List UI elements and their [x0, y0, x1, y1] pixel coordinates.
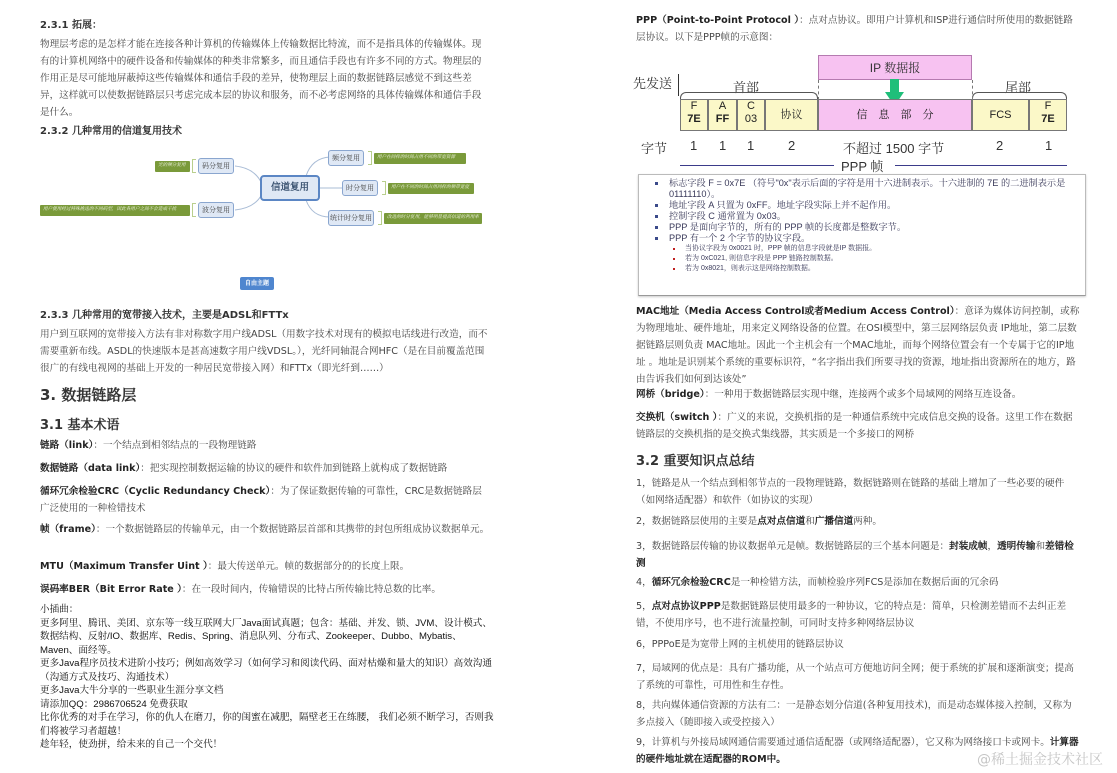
send-first-label: 先发送	[633, 76, 673, 91]
ppp-intro: PPP（Point-to-Point Protocol ）：点对点协议。即用户计算机和ISP进行通信时所使用的数据链路层协议。以下是PPP帧的示意图：	[636, 15, 1073, 43]
mindmap-node-time-division: 时分复用	[342, 180, 378, 196]
heading-2-3-1: 2.3.1 拓展：	[40, 20, 102, 31]
page-gutter	[530, 0, 598, 773]
dashed-guide	[818, 80, 819, 100]
dashed-guide	[972, 80, 973, 100]
ppp-note: PPP 是面向字节的，所有的 PPP 帧的长度都是整数字节。	[649, 222, 1085, 233]
field-flag-end: F 7E	[1029, 99, 1067, 131]
point-7: 7，局域网的优点是：具有广播功能，从一个站点可方便地访问全网；便于系统的扩展和逐渐演变；提高了系统的可靠性，可用性和生存性。	[636, 663, 1074, 691]
term-switch: 交换机（switch ）：广义的来说，交换机指的是一种通信系统中完成信息交换的设备。这里工作在数据链路层的交换机指的是交换式集线器，其实质是一个多接口的网桥	[636, 412, 1073, 440]
field-information: 信 息 部 分	[818, 99, 972, 131]
bytes-protocol: 2	[788, 138, 796, 153]
ppp-note: PPP 有一个 2 个字节的协议字段。	[649, 233, 1085, 244]
watermark: @稀土掘金技术社区	[977, 752, 1103, 768]
heading-2-3-3: 2.3.3 几种常用的宽带接入技术，主要是ADSL和FTTx	[40, 310, 289, 321]
mindmap-leaf-frequency-division: 用户在同样的时间占用不同的带宽资源	[374, 153, 466, 164]
bytes-information: 不超过 1500 字节	[843, 141, 945, 156]
trailer-label: 尾部	[1005, 80, 1032, 95]
field-fcs: FCS	[972, 99, 1029, 131]
mindmap-brace	[192, 159, 196, 173]
channel-multiplexing-mindmap	[40, 140, 490, 290]
promo-line: 比你优秀的对手在学习，你的仇人在磨刀，你的闺蜜在减肥，隔壁老王在练腰， 我们必须不断学习，否则我们将被学习者超越！	[40, 712, 494, 737]
heading-2-3-2: 2.3.2 几种常用的信道复用技术	[40, 126, 182, 137]
mindmap-node-wave-division: 波分复用	[198, 202, 234, 218]
ppp-note: 控制字段 C 通常置为 0x03。	[649, 211, 1085, 222]
point-4: 4，循环冗余检验CRC是一种检错方法，而帧检验序列FCS是添加在数据后面的冗余码	[636, 577, 999, 588]
heading-3-2: 3.2 重要知识点总结	[636, 454, 755, 469]
term-data-link: 数据链路（data link）：把实现控制数据运输的协议的硬件和软件加到链路上就构成了数据链路	[40, 463, 448, 474]
point-5: 5，点对点协议PPP是数据链路层使用最多的一种协议，它的特点是：简单，只检测差错而不去纠正差错，不使用序号，也不进行流量控制，可同时支持多种网络层协议	[636, 601, 1067, 629]
heading-3-1: 3.1 基本术语	[40, 418, 120, 433]
ppp-subnote: 若为 0xC021, 则信息字段是 PPP 链路控制数据。	[649, 254, 1085, 264]
term-link: 链路（link）：一个结点到相邻结点的一段物理链路	[40, 440, 257, 451]
point-2: 2，数据链路层使用的主要是点对点信道和广播信道两种。	[636, 516, 882, 527]
promo-line: 更多Java大牛分享的一些职业生涯分享文档	[40, 685, 224, 696]
bytes-address: 1	[719, 138, 727, 153]
point-9: 9，计算机与外接局域网通信需要通过通信适配器（或网络适配器），它又称为网络接口卡或网卡。计算器的硬件地址就在适配器的ROM中。	[636, 737, 1079, 765]
mindmap-free-topic: 自由主题	[240, 277, 274, 290]
term-frame: 帧（frame）：一个数据链路层的传输单元，由一个数据链路层首部和其携带的封包所组成协议数据单元。	[40, 524, 490, 535]
ppp-note: 标志字段 F = 0x7E （符号"0x"表示后面的字符是用十六进制表示。十六进制的 7E 的二进制表示是 01111110）。	[649, 178, 1085, 200]
term-mtu: MTU（Maximum Transfer Uint ）：最大传送单元。帧的数据部分的的长度上限。	[40, 561, 410, 572]
point-6: 6，PPPoE是为宽带上网的主机使用的链路层协议	[636, 639, 844, 650]
left-page	[0, 0, 530, 773]
mindmap-leaf-statistical-tdm: 改进的时分复用，能够明显提高信道的利用率	[384, 213, 482, 224]
bytes-flag-end: 1	[1045, 138, 1053, 153]
promo-line: 小插曲：	[40, 604, 79, 615]
promo-line: 更多阿里、腾讯、美团、京东等一线互联网大厂Java面试真题；包含：基础、并发、锁、JVM、设计模式、数据结构、反射/IO、数据库、Redis、Spring、消息队列、分布式、Zookeeper、Dubbo、Mybatis、Maven、面经等。	[40, 617, 492, 656]
promo-line: 趁年轻，使劲拼，给未来的自己一个交代！	[40, 739, 223, 750]
point-1: 1，链路是从一个结点到相邻节点的一段物理链路，数据链路则在链路的基础上增加了一些必要的硬件（如网络适配器）和软件（如协议的实现）	[636, 478, 1065, 506]
term-mac-address: MAC地址（Media Access Control或者Medium Access Control）：意译为媒体访问控制，或称为物理地址、硬件地址，用来定义网络设备的位置。在OSI模型中，第三层网络层负责 IP地址，第二层数据链路层则负责 MAC地址。因此一个主机会有一个MAC地址，而每个网络位置会有一个专属于它的IP地址 。地址是识别某个系统的重要标识符，“名字指出我们所要寻找的资源，地址指出资源所在的地方，路由告诉我们如何到达该处”	[636, 306, 1080, 385]
chapter-3-title: 3. 数据链路层	[40, 386, 137, 404]
ppp-notes-box	[638, 174, 1086, 296]
mindmap-brace	[378, 211, 382, 225]
field-flag: F 7E	[680, 99, 708, 131]
frame-label: PPP 帧	[841, 159, 884, 174]
field-protocol: 协议	[765, 99, 818, 131]
bytes-control: 1	[747, 138, 755, 153]
bytes-flag: 1	[690, 138, 698, 153]
field-control: C 03	[737, 99, 765, 131]
mindmap-brace	[192, 203, 196, 217]
frame-arrow-right	[895, 165, 1067, 166]
header-label: 首部	[733, 80, 760, 95]
paragraph-2-3-1: 物理层考虑的是怎样才能在连接各种计算机的传输媒体上传输数据比特流，而不是指具体的传输媒体。现有的计算机网络中的硬件设备和传输媒体的种类非常繁多，而且通信手段也有许多不同的方式。物理层的作用正是尽可能地屏蔽掉这些传输媒体和通信手段的差异，使物理层上面的数据链路层感觉不到这些差异，这样就可以使数据链路层只考虑完成本层的协议和服务，而不必考虑网络的具体传输媒体和通信手段是什么。	[40, 39, 482, 118]
term-ber: 误码率BER（Bit Error Rate ）：在一段时间内，传输错误的比特占所传输比特总数的比率。	[40, 584, 441, 595]
ppp-frame-diagram	[633, 52, 1093, 174]
mindmap-leaf-time-division: 用户在不同的时间占用同样的频带宽度	[388, 183, 474, 194]
mindmap-brace	[382, 181, 386, 195]
mindmap-brace	[368, 151, 372, 165]
promo-contact: 请添加QQ：2986706524 免费获取	[40, 698, 188, 710]
mindmap-node-frequency-division: 频分复用	[328, 150, 364, 166]
term-bridge: 网桥（bridge）：一种用于数据链路层实现中继，连接两个或多个局域网的网络互连设备。	[636, 389, 1022, 400]
ip-datagram-box: IP 数据报	[818, 55, 972, 80]
mindmap-leaf-wave-division: 用户使用经过特殊挑选的不同码型，因此各用户之间不会造成干扰	[40, 205, 190, 216]
paragraph-2-3-3: 用户到互联网的宽带接入方法有非对称数字用户线ADSL（用数字技术对现有的模拟电话线进行改造，而不需要重新布线。ASDL的快速版本是甚高速数字用户线VDSL。），光纤同轴混合网HFC（是在目前覆盖范围很广的有线电视网的基础上开发的一种居民宽带接入网）和FTTx（即光纤到……）	[40, 329, 488, 374]
send-first-arrow	[678, 74, 679, 96]
term-crc: 循环冗余检验CRC（Cyclic Redundancy Check）：为了保证数据传输的可靠性，CRC是数据链路层广泛使用的一种检错技术	[40, 486, 482, 514]
ppp-note: 地址字段 A 只置为 0xFF。地址字段实际上并不起作用。	[649, 200, 1085, 211]
point-8: 8，共向媒体通信资源的方法有二：一是静态划分信道(各种复用技术)，而是动态媒体接入控制，又称为多点接入（随即接入或受控接入）	[636, 700, 1072, 728]
ppp-subnote: 若为 0x8021，则表示这是网络控制数据。	[649, 264, 1085, 274]
promo-line: 更多Java程序员技术进阶小技巧；例如高效学习（如何学习和阅读代码、面对枯燥和量大的知识）高效沟通（沟通方式及技巧、沟通技术）	[40, 658, 492, 683]
bytes-label: 字节	[641, 141, 668, 156]
frame-arrow-left	[680, 165, 834, 166]
bytes-fcs: 2	[996, 138, 1004, 153]
promo-block	[40, 603, 500, 752]
point-3: 3，数据链路层传输的协议数据单元是帧。数据链路层的三个基本问题是：封装成帧，透明传输和差错检测	[636, 541, 1074, 569]
right-page	[598, 0, 1117, 773]
mindmap-leaf-code-division: 光的频分复用	[155, 161, 190, 172]
mindmap-node-statistical-tdm: 统计时分复用	[328, 210, 374, 226]
mindmap-node-code-division: 码分复用	[198, 158, 234, 174]
ppp-subnote: 当协议字段为 0x0021 时，PPP 帧的信息字段就是IP 数据报。	[649, 244, 1085, 254]
mindmap-root: 信道复用	[260, 175, 320, 201]
field-address: A FF	[708, 99, 737, 131]
